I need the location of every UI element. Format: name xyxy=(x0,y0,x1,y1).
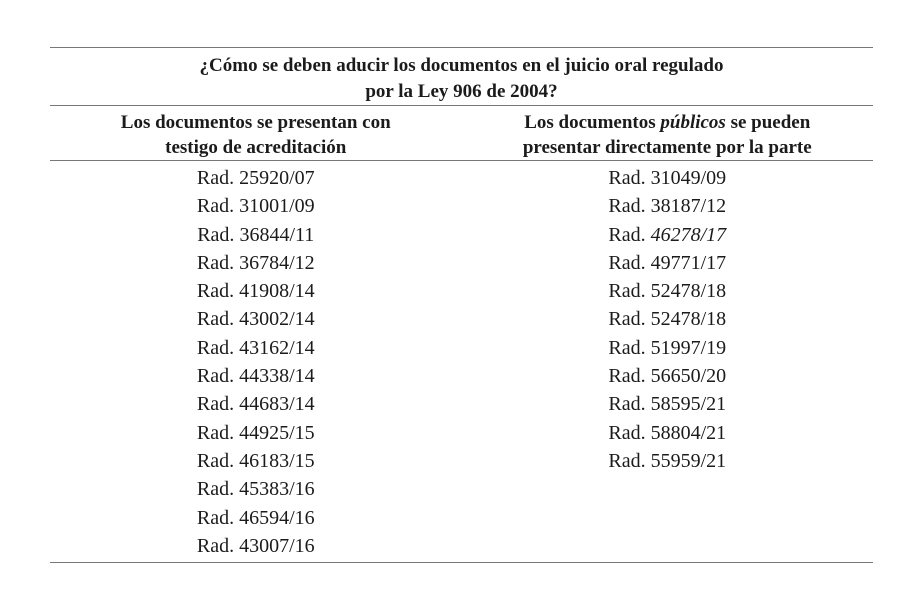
header-italic-word: públicos xyxy=(660,112,726,133)
rad-prefix: Rad. xyxy=(196,336,235,359)
table-row xyxy=(50,334,462,362)
table-row xyxy=(462,305,874,333)
column-header-publicos xyxy=(462,110,874,160)
rad-number: 52478/18 xyxy=(650,308,727,331)
column-publicos-rows xyxy=(462,164,874,560)
header-text: se pueden xyxy=(725,112,811,133)
rad-number: 44925/15 xyxy=(239,421,315,444)
rad-number: 56650/20 xyxy=(650,365,727,388)
column-header-testigo xyxy=(50,110,462,160)
rad-number: 43002/14 xyxy=(239,308,315,331)
rad-prefix: Rad. xyxy=(608,195,646,218)
documents-table xyxy=(50,47,873,563)
table-bottom-rule xyxy=(50,562,873,563)
table-row xyxy=(462,334,874,362)
table-row xyxy=(50,305,462,333)
rad-prefix: Rad. xyxy=(196,251,235,274)
rad-prefix: Rad. xyxy=(197,223,235,246)
column-header-publicos-line2: presentar directamente por la parte xyxy=(522,137,812,158)
rad-prefix: Rad. xyxy=(608,280,646,303)
table-row xyxy=(50,475,462,503)
rad-prefix: Rad. xyxy=(608,336,646,359)
rad-prefix: Rad. xyxy=(608,421,646,444)
rad-prefix: Rad. xyxy=(608,308,646,331)
table-title-line2: por la Ley 906 de 2004? xyxy=(365,81,558,102)
rad-prefix: Rad. xyxy=(196,393,235,416)
rad-prefix: Rad. xyxy=(196,421,235,444)
rad-number: 38187/12 xyxy=(650,195,727,218)
rad-number: 51997/19 xyxy=(650,336,727,359)
rad-number: 58804/21 xyxy=(650,421,727,444)
column-testigo-rows xyxy=(50,164,462,560)
rad-prefix: Rad. xyxy=(196,506,235,529)
rad-prefix: Rad. xyxy=(196,195,235,218)
rad-number: 55959/21 xyxy=(650,449,727,472)
table-row xyxy=(462,277,874,305)
rad-prefix: Rad. xyxy=(608,223,646,246)
header-text: Los documentos xyxy=(524,112,661,133)
table-body xyxy=(50,161,873,562)
rad-number: 25920/07 xyxy=(239,167,315,189)
table-title xyxy=(50,48,873,105)
rad-prefix: Rad. xyxy=(196,308,235,331)
table-row xyxy=(462,390,874,418)
rad-number: 31049/09 xyxy=(650,167,727,189)
rad-prefix: Rad. xyxy=(196,478,235,501)
table-row xyxy=(462,447,874,475)
rad-number: 31001/09 xyxy=(239,195,315,218)
rad-prefix: Rad. xyxy=(608,167,646,189)
rad-number: 41908/14 xyxy=(239,280,315,303)
table-row xyxy=(462,419,874,447)
table-row xyxy=(50,362,462,390)
column-headers xyxy=(50,106,873,160)
column-header-testigo-line1: Los documentos se presentan con xyxy=(120,112,391,133)
rad-number: 58595/21 xyxy=(650,393,727,416)
table-row xyxy=(50,390,462,418)
rad-number: 52478/18 xyxy=(650,280,727,303)
table-row xyxy=(50,192,462,220)
rad-number: 44338/14 xyxy=(239,365,315,388)
rad-prefix: Rad. xyxy=(196,167,235,189)
rad-number: 36784/12 xyxy=(239,251,315,274)
rad-number: 36844/11 xyxy=(239,223,315,246)
rad-prefix: Rad. xyxy=(608,251,646,274)
rad-prefix: Rad. xyxy=(608,365,646,388)
table-row xyxy=(462,362,874,390)
table-row xyxy=(50,447,462,475)
rad-number: 45383/16 xyxy=(239,478,315,501)
rad-prefix: Rad. xyxy=(196,280,235,303)
table-row xyxy=(50,419,462,447)
column-header-testigo-line2: testigo de acreditación xyxy=(165,137,347,158)
rad-number: 46594/16 xyxy=(239,506,315,529)
rad-prefix: Rad. xyxy=(196,365,235,388)
table-row xyxy=(462,192,874,220)
rad-prefix: Rad. xyxy=(196,534,235,557)
rad-number: 44683/14 xyxy=(239,393,315,416)
rad-number: 46278/17 xyxy=(650,223,727,246)
rad-number: 49771/17 xyxy=(650,251,727,274)
rad-number: 43007/16 xyxy=(239,534,315,557)
table-row xyxy=(50,164,462,192)
table-row xyxy=(462,249,874,277)
rad-prefix: Rad. xyxy=(608,393,646,416)
table-row xyxy=(50,249,462,277)
table-row xyxy=(50,277,462,305)
table-row xyxy=(462,221,874,249)
table-row xyxy=(50,504,462,532)
table-row xyxy=(50,221,462,249)
table-title-line1: ¿Cómo se deben aducir los documentos en el juicio oral regulado xyxy=(199,55,724,76)
column-header-publicos-line1 xyxy=(462,110,874,135)
rad-number: 46183/15 xyxy=(239,449,315,472)
table-row xyxy=(50,532,462,560)
rad-prefix: Rad. xyxy=(196,449,235,472)
table-row xyxy=(462,164,874,192)
rad-number: 43162/14 xyxy=(239,336,315,359)
rad-prefix: Rad. xyxy=(608,449,646,472)
